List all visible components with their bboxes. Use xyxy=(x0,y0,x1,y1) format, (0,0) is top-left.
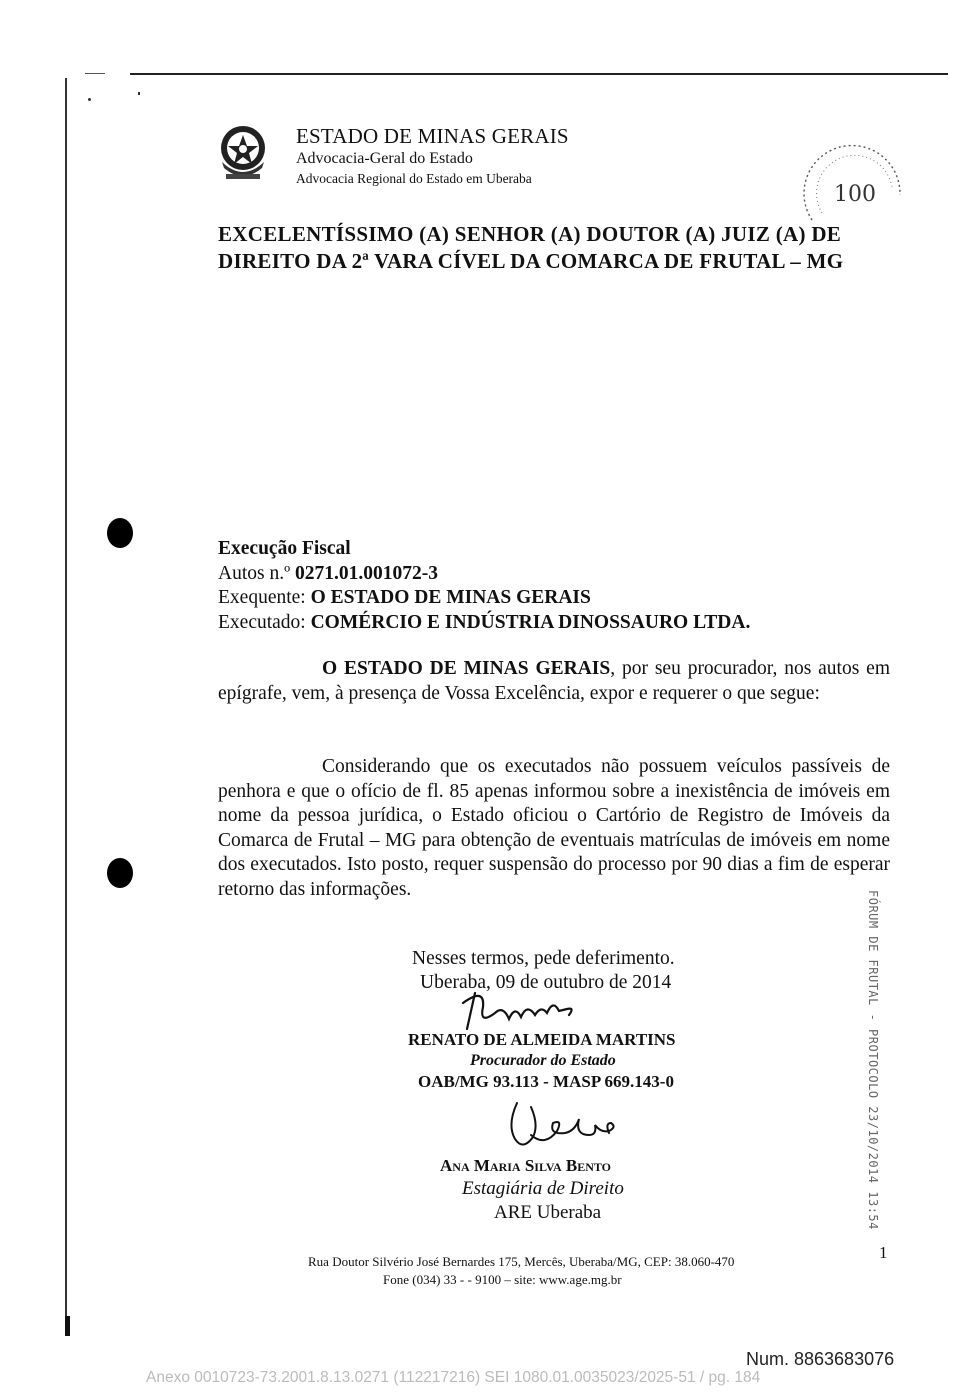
intern-office: ARE Uberaba xyxy=(494,1202,602,1223)
body-paragraph-2 xyxy=(218,755,890,902)
punch-hole xyxy=(107,858,133,888)
body-paragraph-1 xyxy=(218,657,890,706)
closing-line-1: Nesses termos, pede deferimento. xyxy=(412,948,675,969)
top-rule xyxy=(130,73,948,75)
exequente-label: Exequente: xyxy=(218,587,311,608)
autos-value: 0271.01.001072-3 xyxy=(295,562,439,584)
addressee-line-2: DIREITO DA 2ª VARA CÍVEL DA COMARCA DE FRUTAL – MG xyxy=(218,249,844,273)
signature-intern xyxy=(505,1095,625,1155)
footer-contact: Fone (034) 33 - - 9100 – site: www.age.mg.br xyxy=(383,1272,622,1287)
p2-text: Considerando que os executados não possuem veículos passíveis de penhora e que o ofício de fl. 85 apenas informou sobre a inexistência de imóveis em nome da pessoa jurídica, o Estado oficiou o Cartório de Registro de Imóveis da Comarca de Frutal – MG para obtenção de eventuais matrículas de imóveis em nome dos executados. Isto posto, requer suspensão do processo por 90 dias a fim de esperar retorno das informações. xyxy=(218,756,890,900)
speck xyxy=(88,98,91,101)
protocol-side-stamp xyxy=(858,890,888,1230)
intern-role: Estagiária de Direito xyxy=(462,1178,624,1199)
autos-label: Autos n.º xyxy=(218,562,296,584)
header-office: Advocacia Regional do Estado em Uberaba xyxy=(296,171,532,186)
page-number: 1 xyxy=(879,1243,888,1262)
header-agency: Advocacia-Geral do Estado xyxy=(296,150,473,167)
exequente-value: O ESTADO DE MINAS GERAIS xyxy=(310,587,591,608)
left-margin-tick xyxy=(65,1316,70,1336)
p1-bold: O ESTADO DE MINAS GERAIS xyxy=(322,658,611,679)
case-block xyxy=(218,537,750,635)
footer-address: Rua Doutor Silvério José Bernardes 175, Mercês, Uberaba/MG, CEP: 38.060-470 xyxy=(308,1254,735,1269)
document-number: Num. 8863683076 xyxy=(746,1349,895,1369)
signature-procurador xyxy=(455,985,585,1035)
executado-value: COMÉRCIO E INDÚSTRIA DINOSSAURO LTDA. xyxy=(310,611,751,633)
header-state: ESTADO DE MINAS GERAIS xyxy=(296,124,569,148)
signer-registry: OAB/MG 93.113 - MASP 669.143-0 xyxy=(418,1072,674,1091)
coat-of-arms-icon xyxy=(216,122,270,184)
intern-name: Ana Maria Silva Bento xyxy=(440,1156,612,1175)
protocol-stamp-text: FÓRUM DE FRUTAL - PROTOCOLO 23/10/2014 13:54 xyxy=(866,890,880,1230)
speck xyxy=(138,92,140,95)
case-title: Execução Fiscal xyxy=(218,538,351,559)
stamp-number: 100 xyxy=(834,182,876,207)
annex-watermark: Anexo 0010723-73.2001.8.13.0271 (112217216) SEI 1080.01.0035023/2025-51 / pg. 184 xyxy=(146,1369,761,1386)
signer-name: RENATO DE ALMEIDA MARTINS xyxy=(408,1030,676,1049)
executado-label: Executado: xyxy=(218,611,311,633)
p1-text: , por seu procurador, nos autos em epígrafe, vem, à presença de Vossa Excelência, expor e requerer o que segue: xyxy=(218,658,890,704)
punch-hole xyxy=(107,518,133,548)
left-margin-rule xyxy=(65,78,67,1336)
top-rule-short xyxy=(85,73,105,74)
closing-date: Uberaba, 09 de outubro de 2014 xyxy=(420,972,672,993)
signer-role: Procurador do Estado xyxy=(470,1052,616,1069)
addressee-line-1: EXCELENTÍSSIMO (A) SENHOR (A) DOUTOR (A) JUIZ (A) DE xyxy=(218,222,842,246)
